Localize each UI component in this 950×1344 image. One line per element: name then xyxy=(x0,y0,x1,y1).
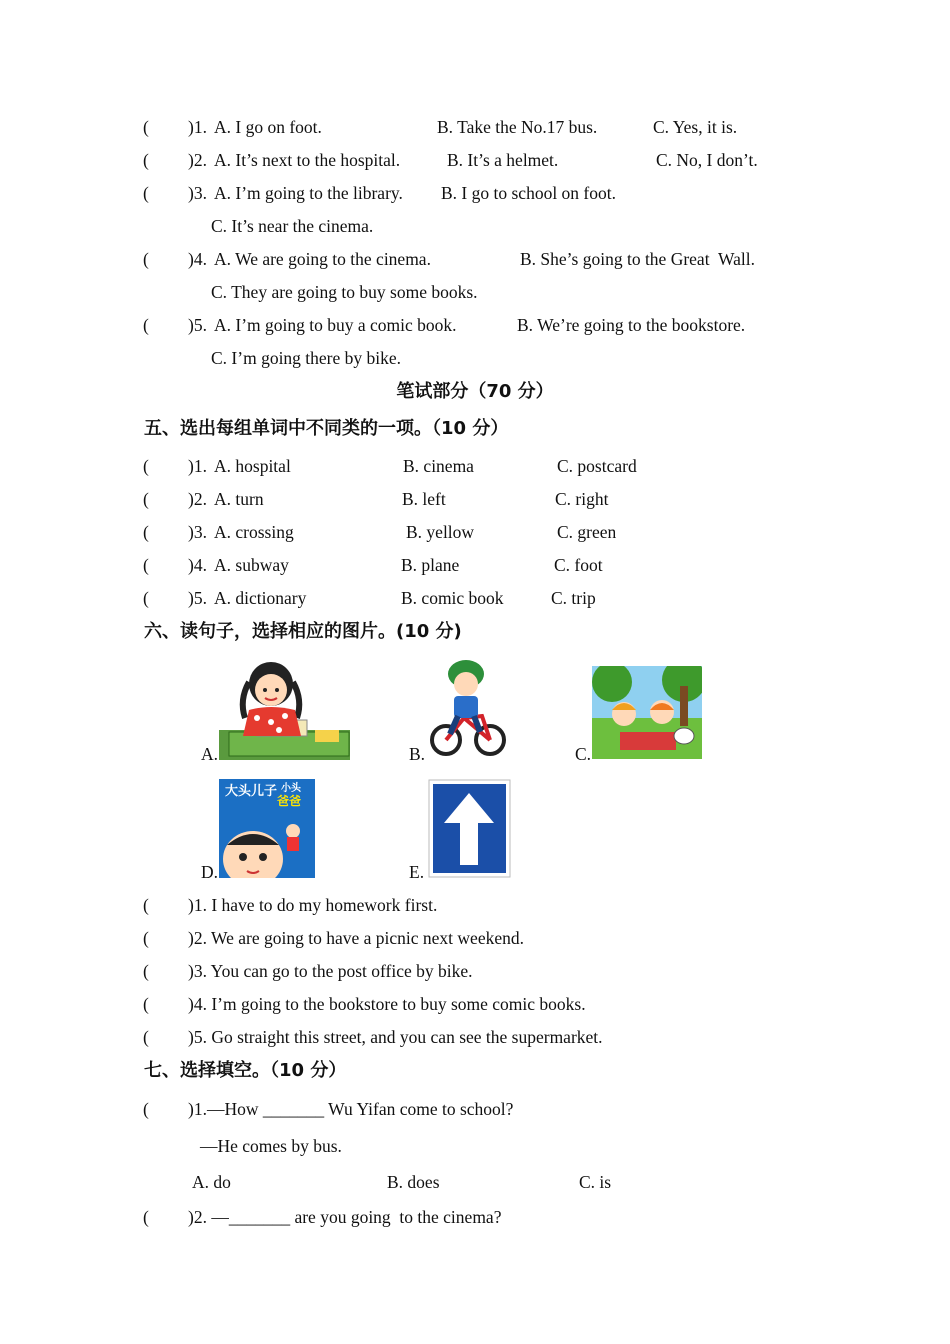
option-a: A. turn xyxy=(214,489,264,509)
option-c: C. trip xyxy=(551,588,596,608)
picture-picnic xyxy=(592,666,702,759)
option-c: C. right xyxy=(555,489,609,509)
paren: ( xyxy=(143,183,149,203)
q-num: )3. xyxy=(188,183,207,203)
paren: ( xyxy=(143,961,149,981)
option-b: B. does xyxy=(387,1172,440,1192)
picture-comic-book xyxy=(219,779,315,878)
option-b: B. yellow xyxy=(406,522,475,542)
q-num: )1. xyxy=(188,456,207,476)
comic-title-1: 大头儿子 xyxy=(225,784,278,799)
q-num: )2. xyxy=(188,489,207,509)
option-a: A. We are going to the cinema. xyxy=(214,249,431,269)
paren: ( xyxy=(143,522,149,542)
sentence-4: )4. I’m going to the bookstore to buy some comic books. xyxy=(188,994,586,1014)
q-num: )5. xyxy=(188,315,207,335)
paren: ( xyxy=(143,117,149,137)
paren: ( xyxy=(143,1207,149,1227)
option-c: C. Yes, it is. xyxy=(653,117,738,137)
option-c: C. It’s near the cinema. xyxy=(211,216,374,236)
picture-girl-homework xyxy=(219,660,350,760)
option-a: A. I’m going to buy a comic book. xyxy=(214,315,457,335)
option-a: A. dictionary xyxy=(214,588,307,608)
paren: ( xyxy=(143,1027,149,1047)
q-num: )1. xyxy=(188,117,207,137)
q-num: )4. xyxy=(188,555,207,575)
picture-label-c: C. xyxy=(575,744,592,764)
section-6-title: 六、读句子，选择相应的图片。(10 分) xyxy=(144,621,462,642)
q-num: )5. xyxy=(188,588,207,608)
question-1: )1.—How _______ Wu Yifan come to school? xyxy=(188,1099,514,1119)
option-c: C. They are going to buy some books. xyxy=(211,282,478,302)
picture-label-d: D. xyxy=(201,862,219,882)
picture-label-a: A. xyxy=(201,744,219,764)
comic-title-3: 爸爸 xyxy=(277,794,302,808)
option-c: C. I’m going there by bike. xyxy=(211,348,402,368)
option-b: B. left xyxy=(402,489,446,509)
option-b: B. It’s a helmet. xyxy=(447,150,559,170)
question-2: )2. —_______ are you going to the cinema? xyxy=(188,1207,502,1227)
q-num: )2. xyxy=(188,150,207,170)
option-c: C. green xyxy=(557,522,617,542)
picture-boy-bike xyxy=(428,656,508,760)
option-c: C. postcard xyxy=(557,456,637,476)
option-a: A. subway xyxy=(214,555,289,575)
option-a: A. hospital xyxy=(214,456,291,476)
option-b: B. plane xyxy=(401,555,460,575)
option-a: A. I’m going to the library. xyxy=(214,183,403,203)
option-a: A. crossing xyxy=(214,522,294,542)
picture-straight-sign xyxy=(428,779,511,878)
option-b: B. cinema xyxy=(403,456,474,476)
option-a: A. I go on foot. xyxy=(214,117,322,137)
paren: ( xyxy=(143,456,149,476)
option-a: A. do xyxy=(192,1172,231,1192)
section-5-title: 五、选出每组单词中不同类的一项。（10 分） xyxy=(144,418,509,439)
paren: ( xyxy=(143,555,149,575)
sentence-2: )2. We are going to have a picnic next weekend. xyxy=(188,928,524,948)
option-b: B. Take the No.17 bus. xyxy=(437,117,598,137)
option-c: C. No, I don’t. xyxy=(656,150,758,170)
q-num: )4. xyxy=(188,249,207,269)
paren: ( xyxy=(143,249,149,269)
paren: ( xyxy=(143,994,149,1014)
option-c: C. is xyxy=(579,1172,612,1192)
paren: ( xyxy=(143,489,149,509)
option-a: A. It’s next to the hospital. xyxy=(214,150,401,170)
option-c: C. foot xyxy=(554,555,603,575)
option-b: B. We’re going to the bookstore. xyxy=(517,315,746,335)
paren: ( xyxy=(143,895,149,915)
option-b: B. She’s going to the Great Wall. xyxy=(520,249,755,269)
sentence-5: )5. Go straight this street, and you can see the supermarket. xyxy=(188,1027,603,1047)
sentence-1: )1. I have to do my homework first. xyxy=(188,895,438,915)
paren: ( xyxy=(143,315,149,335)
picture-label-b: B. xyxy=(409,744,426,764)
paren: ( xyxy=(143,150,149,170)
sentence-3: )3. You can go to the post office by bike. xyxy=(188,961,473,981)
written-part-title: 笔试部分（70 分） xyxy=(396,381,554,402)
comic-title-2: 小头 xyxy=(281,783,301,794)
picture-label-e: E. xyxy=(409,862,425,882)
option-b: B. comic book xyxy=(401,588,504,608)
paren: ( xyxy=(143,1099,149,1119)
option-b: B. I go to school on foot. xyxy=(441,183,616,203)
q-num: )3. xyxy=(188,522,207,542)
question-1-answer: —He comes by bus. xyxy=(200,1136,342,1156)
paren: ( xyxy=(143,928,149,948)
paren: ( xyxy=(143,588,149,608)
section-7-title: 七、选择填空。（10 分） xyxy=(144,1060,347,1081)
